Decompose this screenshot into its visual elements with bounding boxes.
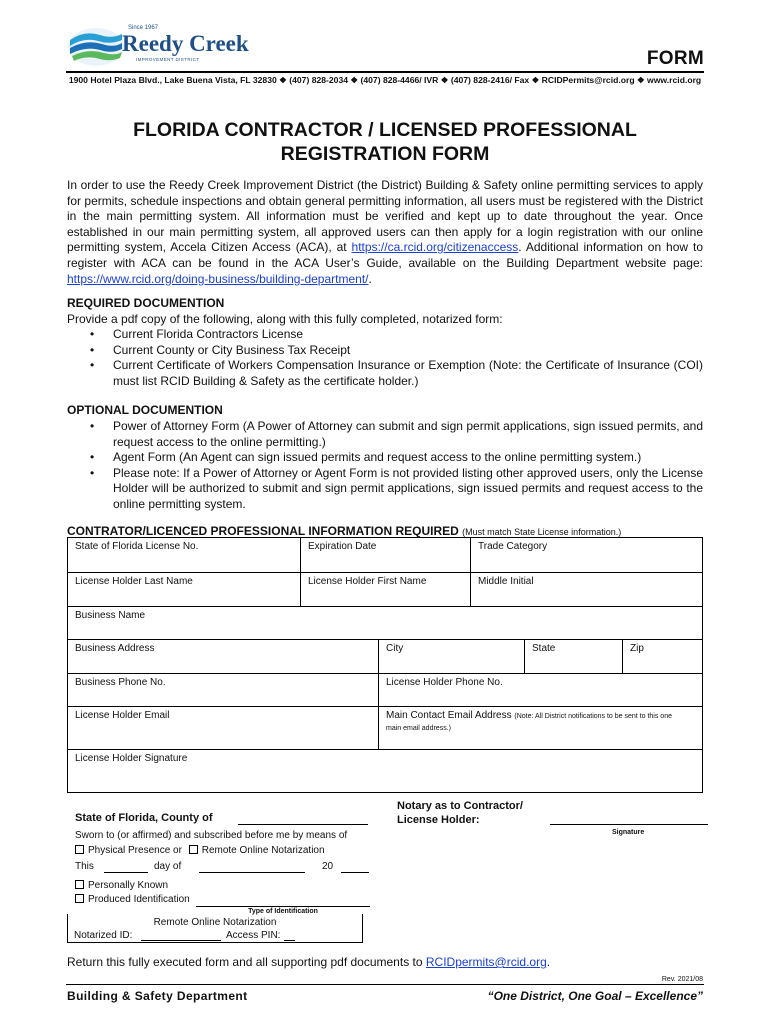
notary-as-line-1: Notary as to Contractor/ xyxy=(397,800,523,812)
revision-label: Rev. 2021/08 xyxy=(661,976,703,983)
personally-known-label: Personally Known xyxy=(88,880,169,891)
field-label: Expiration Date xyxy=(308,541,377,552)
header-divider xyxy=(66,71,704,73)
return-text: Return this fully executed form and all supporting pdf documents to xyxy=(67,955,426,969)
main-email-note: (Note: All District notifications to be sent to this one xyxy=(514,713,672,720)
field-label: License Holder Signature xyxy=(75,753,188,764)
contact-address: 1900 Hotel Plaza Blvd., Lake Buena Vista, FL 32830 ❖ (407) 828-2034 ❖ (407) 828-4466/ IVR ❖ (407) 828-2416/ Fax ❖ RCIDPermits@rcid.org ❖ www.rcid.org xyxy=(68,75,702,85)
access-pin-label: Access PIN: xyxy=(226,930,281,941)
slogan: “One District, One Goal – Excellence” xyxy=(487,989,703,1003)
day-input-line[interactable] xyxy=(104,860,148,873)
signature-input-line[interactable] xyxy=(550,812,708,825)
list-item: • Power of Attorney Form (A Power of Attorney can submit and sign permit applications, sign issued permits, and request access to the online permitting.) xyxy=(90,419,703,450)
return-end: . xyxy=(546,955,551,969)
year-prefix: 20 xyxy=(322,861,334,872)
water-wave-icon xyxy=(66,26,126,68)
optional-heading: OPTIONAL DOCUMENTION xyxy=(67,403,223,417)
department-name: Building & Safety Department xyxy=(67,989,248,1003)
return-instructions xyxy=(67,955,550,969)
holder-email-field[interactable] xyxy=(68,706,378,749)
notary-as-line-2: License Holder: xyxy=(397,814,480,826)
remote-notarization-label: Remote Online Notarization xyxy=(201,845,325,856)
main-email-note-2: main email address.) xyxy=(386,725,451,732)
building-department-link[interactable]: https://www.rcid.org/doing-business/building-department/ xyxy=(67,271,369,286)
info-heading-note: (Must match State License information.) xyxy=(462,527,622,537)
title-line-2: REGISTRATION FORM xyxy=(280,143,490,165)
field-label: State of Florida License No. xyxy=(75,541,199,552)
field-label: Middle Initial xyxy=(478,576,534,587)
produced-id-checkbox[interactable] xyxy=(75,894,84,903)
notarized-id-label: Notarized ID: xyxy=(74,930,133,941)
field-label: License Holder First Name xyxy=(308,576,427,587)
personally-known-checkbox[interactable] xyxy=(75,880,84,889)
footer-divider xyxy=(66,984,704,985)
year-input-line[interactable] xyxy=(341,860,369,873)
city-field[interactable] xyxy=(378,639,524,673)
intro-paragraph xyxy=(67,178,703,287)
notarized-id-input[interactable] xyxy=(141,929,221,941)
field-label: Business Phone No. xyxy=(75,677,166,688)
main-email-field[interactable] xyxy=(378,706,702,749)
field-label: City xyxy=(386,643,404,654)
info-heading-text: CONTRATOR/LICENCED PROFESSIONAL INFORMATION REQUIRED xyxy=(67,524,459,538)
optional-list xyxy=(90,419,703,513)
last-name-field[interactable] xyxy=(68,572,300,606)
field-label: Zip xyxy=(630,643,644,654)
physical-presence-checkbox[interactable] xyxy=(75,845,84,854)
citizen-access-link[interactable]: https://ca.rcid.org/citizenaccess xyxy=(351,240,519,255)
business-phone-field[interactable] xyxy=(68,673,378,706)
access-pin-input[interactable] xyxy=(284,929,295,941)
first-name-field[interactable] xyxy=(300,572,470,606)
holder-phone-field[interactable] xyxy=(378,673,702,706)
remote-notarization-title: Remote Online Notarization xyxy=(153,917,277,928)
info-heading xyxy=(67,524,621,538)
field-label: State xyxy=(532,643,556,654)
intro-text-3: . xyxy=(368,271,372,286)
list-item: • Agent Form (An Agent can sign issued permits and request access to the online permitting system.) xyxy=(90,450,703,466)
business-name-field[interactable] xyxy=(68,606,702,639)
middle-initial-field[interactable] xyxy=(470,572,702,606)
field-label: License Holder Phone No. xyxy=(386,677,503,688)
produced-id-option xyxy=(75,894,190,905)
day-of-label: day of xyxy=(154,861,182,872)
page-title xyxy=(66,118,704,166)
means-options xyxy=(75,845,325,856)
month-input-line[interactable] xyxy=(199,860,305,873)
logo-name: Reedy Creek xyxy=(122,31,249,56)
reedy-creek-logo xyxy=(66,25,249,68)
logo-since: Since 1967 xyxy=(128,25,159,31)
intro-text-2: . Additional information on how to register with ACA can be found in the ACA User’s Guide, available on the Building Department website page: xyxy=(67,240,704,270)
expiration-date-field[interactable] xyxy=(300,538,470,572)
form-label: FORM xyxy=(646,48,704,69)
required-heading: REQUIRED DOCUMENTION xyxy=(67,296,225,310)
list-item: • Please note: If a Power of Attorney or Agent Form is not provided listing other approved users, only the License Holder will be authorized to submit and sign permit applications, sign issued permits and request access to the online permitting system. xyxy=(90,466,703,513)
title-line-1: FLORIDA CONTRACTOR / LICENSED PROFESSIONAL xyxy=(133,119,637,141)
sworn-text: Sworn to (or affirmed) and subscribed before me by means of xyxy=(75,830,348,841)
field-label: License Holder Last Name xyxy=(75,576,193,587)
state-county-label: State of Florida, County of xyxy=(75,812,213,824)
trade-category-field[interactable] xyxy=(470,538,702,572)
state-field[interactable] xyxy=(524,639,622,673)
remote-notarization-checkbox[interactable] xyxy=(189,845,198,854)
list-item: • Current Florida Contractors License xyxy=(90,327,703,343)
rcid-permits-email-link[interactable]: RCIDpermits@rcid.org xyxy=(425,955,547,969)
field-label: Business Address xyxy=(75,643,155,654)
field-label: Business Name xyxy=(75,610,146,621)
produced-id-label: Produced Identification xyxy=(88,894,190,905)
id-type-input-line[interactable] xyxy=(196,893,370,907)
holder-signature-field[interactable] xyxy=(68,749,702,792)
this-label: This xyxy=(75,861,94,872)
physical-presence-label: Physical Presence or xyxy=(88,845,182,856)
list-item: • Current Certificate of Workers Compensation Insurance or Exemption (Note: the Certificate of Insurance (COI) must list RCID Building & Safety as the certificate holder.) xyxy=(90,358,703,389)
list-item: • Current County or City Business Tax Receipt xyxy=(90,343,703,359)
required-lead: Provide a pdf copy of the following, along with this fully completed, notarized form: xyxy=(67,312,503,326)
county-input-line[interactable] xyxy=(238,811,368,825)
signature-caption: Signature xyxy=(612,829,645,836)
required-list xyxy=(90,327,703,389)
zip-field[interactable] xyxy=(622,639,702,673)
contractor-info-table xyxy=(67,537,703,793)
notary-as-label xyxy=(397,799,523,827)
state-license-field[interactable] xyxy=(68,538,300,572)
id-type-caption: Type of Identification xyxy=(248,908,318,915)
business-address-field[interactable] xyxy=(68,639,378,673)
personally-known-option xyxy=(75,880,168,891)
logo-subtitle: IMPROVEMENT DISTRICT xyxy=(136,57,200,62)
intro-text-1: In order to use the Reedy Creek Improvement District (the District) Building & Safety online permitting services to apply for permits, schedule inspections and obtain general permitting information, all users must be registered with the District in the main permitting system. All information must be verified and kept up to date throughout the year. Once established in our main permitting system, all approved users can then apply for a login registration with our online permitting system, Accela Citizen Access (ACA), at xyxy=(67,178,703,255)
field-label: Main Contact Email Address xyxy=(386,710,512,721)
field-label: License Holder Email xyxy=(75,710,170,721)
field-label: Trade Category xyxy=(478,541,548,552)
